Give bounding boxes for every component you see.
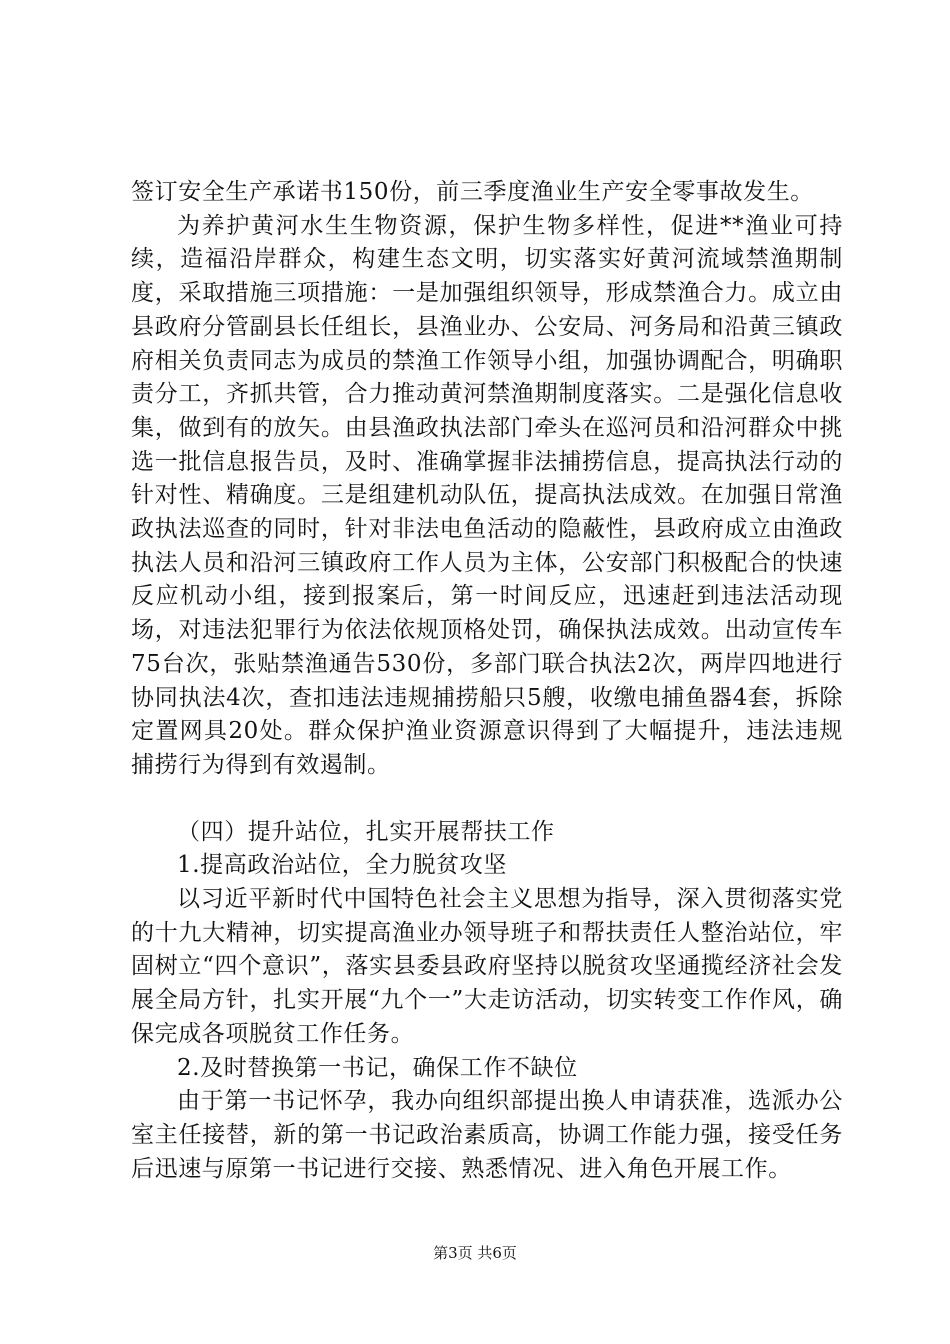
page-number-footer: 第3页 共6页 <box>433 1244 517 1262</box>
paragraph-first-secretary: 由于第一书记怀孕，我办向组织部提出换人申请获准，选派办公室主任接替，新的第一书记政治素质高，协调工作能力强，接受任务后迅速与原第一书记进行交接、熟悉情况、进入角色开展工作。 <box>131 1088 843 1182</box>
subheading-1: 1.提高政治站位，全力脱贫攻坚 <box>177 852 507 879</box>
section-heading-4: （四）提升站位，扎实开展帮扶工作 <box>177 818 555 845</box>
document-body <box>131 176 843 1186</box>
paragraph-poverty-alleviation: 以习近平新时代中国特色社会主义思想为指导，深入贯彻落实党的十九大精神，切实提高渔业办领导班子和帮扶责任人整治站位，牢固树立“四个意识”，落实县委县政府坚持以脱贫攻坚通揽经济社会发展全局方针，扎实开展“九个一”大走访活动，切实转变工作作风，确保完成各项脱贫工作任务。 <box>131 886 843 1047</box>
paragraph-fishing-ban: 为养护黄河水生生物资源，保护生物多样性，促进**渔业可持续，造福沿岸群众，构建生态文明，切实落实好黄河流域禁渔期制度，采取措施三项措施：一是加强组织领导，形成禁渔合力。成立由县政府分管副县长任组长，县渔业办、公安局、河务局和沿黄三镇政府相关负责同志为成员的禁渔工作领导小组，加强协调配合，明确职责分工，齐抓共管，合力推动黄河禁渔期制度落实。二是强化信息收集，做到有的放矢。由县渔政执法部门牵头在巡河员和沿河群众中挑选一批信息报告员，及时、准确掌握非法捕捞信息，提高执法行动的针对性、精确度。三是组建机动队伍，提高执法成效。在加强日常渔政执法巡查的同时，针对非法电鱼活动的隐蔽性，县政府成立由渔政执法人员和沿河三镇政府工作人员为主体，公安部门积极配合的快速反应机动小组，接到报案后，第一时间反应，迅速赶到违法活动现场，对违法犯罪行为依法依规顶格处罚，确保执法成效。出动宣传车75台次，张贴禁渔通告530份，多部门联合执法2次，两岸四地进行协同执法4次，查扣违法违规捕捞船只5艘，收缴电捕鱼器4套，拆除定置网具20处。群众保护渔业资源意识得到了大幅提升，违法违规捕捞行为得到有效遏制。 <box>131 212 843 778</box>
paragraph-safety-pledge: 签订安全生产承诺书150份，前三季度渔业生产安全零事故发生。 <box>131 179 814 205</box>
subheading-2: 2.及时替换第一书记，确保工作不缺位 <box>177 1054 578 1081</box>
